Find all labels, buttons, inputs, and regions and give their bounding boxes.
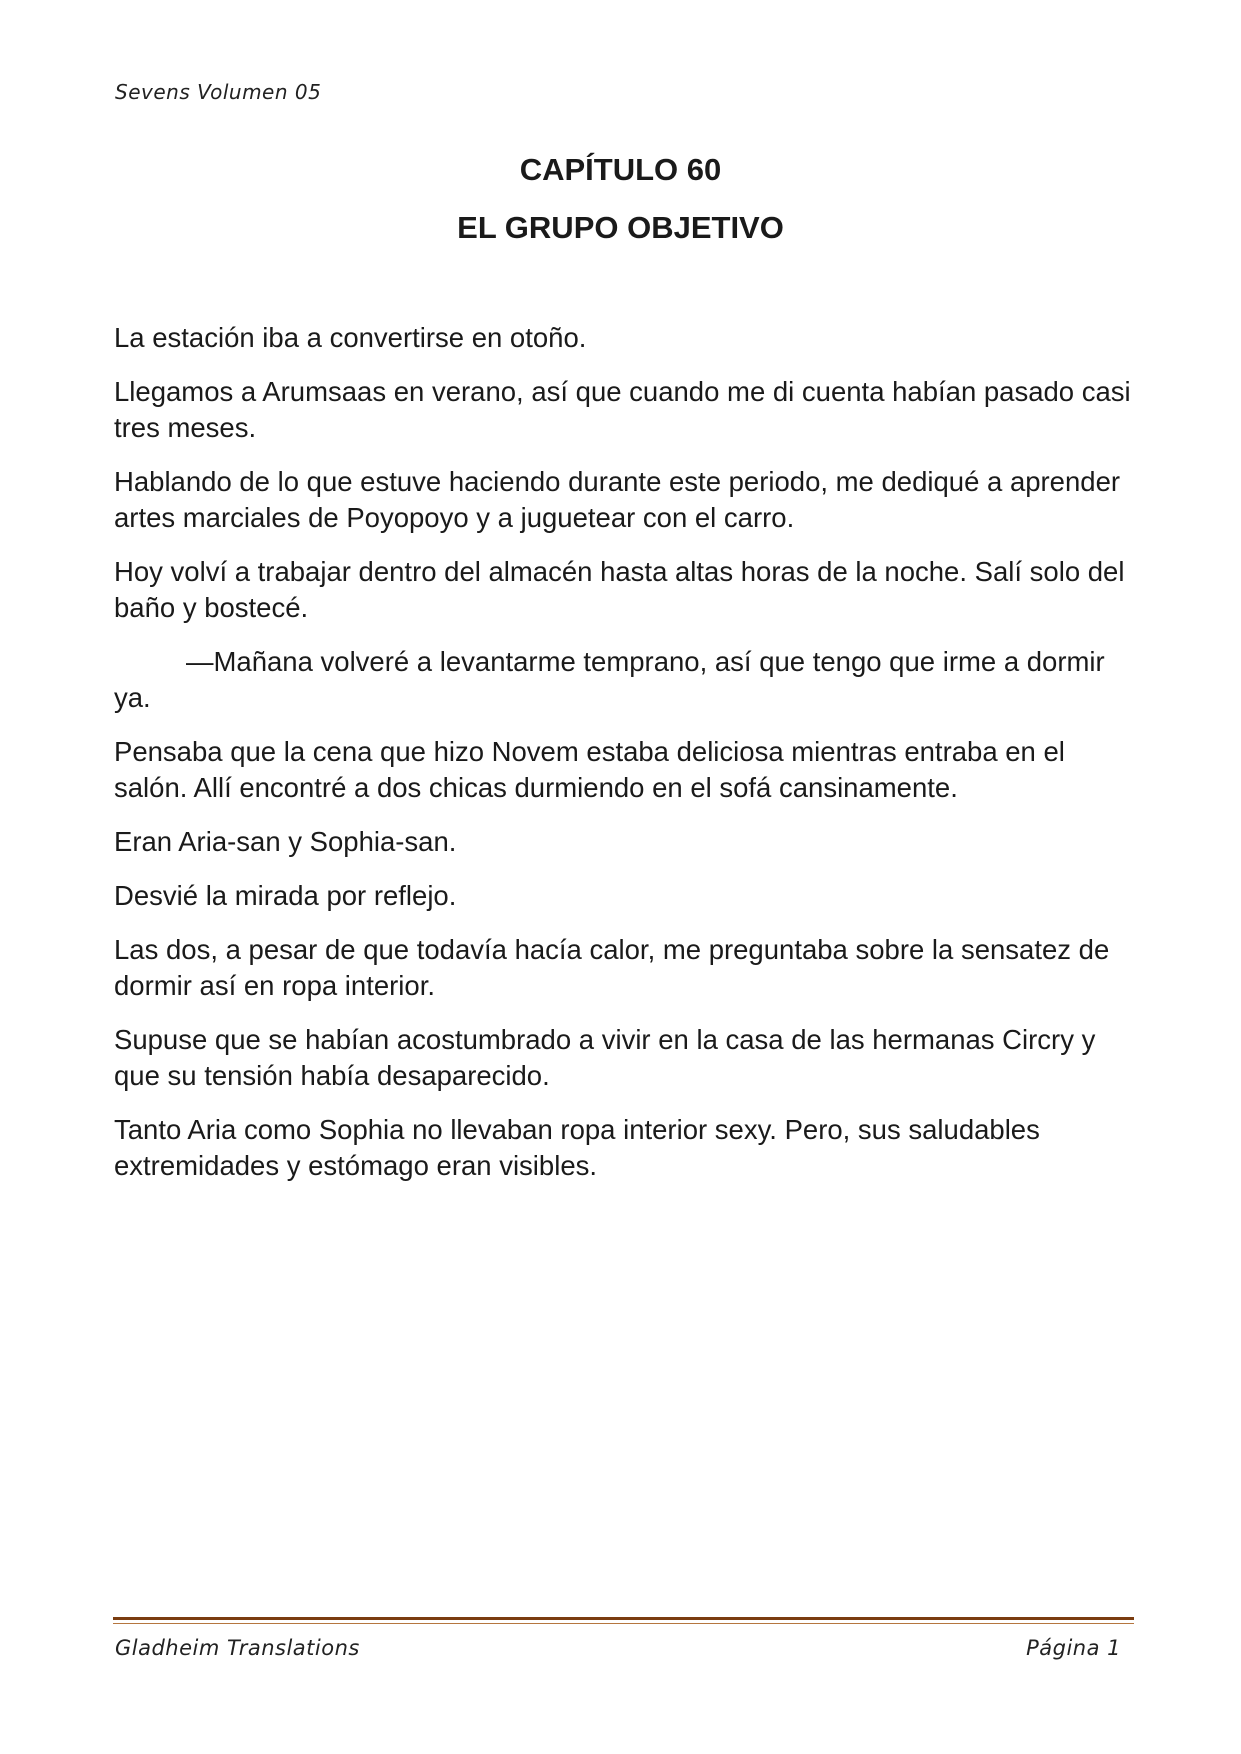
paragraph: Llegamos a Arumsaas en verano, así que cuando me di cuenta habían pasado casi tres meses. (114, 376, 1131, 443)
paragraph: Hablando de lo que estuve haciendo durante este periodo, me dediqué a aprender artes marciales de Poyopoyo y a juguetear con el carro. (114, 466, 1121, 533)
chapter-number: CAPÍTULO 60 (519, 152, 722, 187)
running-header: Sevens Volumen 05 (115, 80, 322, 104)
paragraph: Las dos, a pesar de que todavía hacía calor, me preguntaba sobre la sensatez de dormir así en ropa interior. (114, 934, 1110, 1001)
paragraph: Pensaba que la cena que hizo Novem estaba deliciosa mientras entraba en el salón. Allí encontré a dos chicas durmiendo en el sofá cansinamente. (114, 736, 1065, 803)
paragraph: Eran Aria-san y Sophia-san. (114, 826, 457, 857)
paragraph: Tanto Aria como Sophia no llevaban ropa interior sexy. Pero, sus saludables extremidades y estómago eran visibles. (114, 1114, 1040, 1181)
paragraph-dialogue: —Mañana volveré a levantarme temprano, así que tengo que irme a dormir ya. (114, 646, 1105, 713)
footer-divider-thin (113, 1623, 1134, 1624)
paragraph: La estación iba a convertirse en otoño. (114, 322, 587, 353)
paragraph: Hoy volví a trabajar dentro del almacén hasta altas horas de la noche. Salí solo del baño y bostecé. (114, 556, 1125, 623)
chapter-title: EL GRUPO OBJETIVO (457, 210, 784, 245)
footer-page-number: Página 1 (1026, 1636, 1121, 1660)
paragraph: Desvié la mirada por reflejo. (114, 880, 457, 911)
footer-divider (113, 1617, 1134, 1620)
paragraph: Supuse que se habían acostumbrado a vivir en la casa de las hermanas Circry y que su tensión había desaparecido. (114, 1024, 1096, 1091)
footer-publisher: Gladheim Translations (115, 1636, 360, 1660)
chapter-body (114, 320, 1144, 1202)
